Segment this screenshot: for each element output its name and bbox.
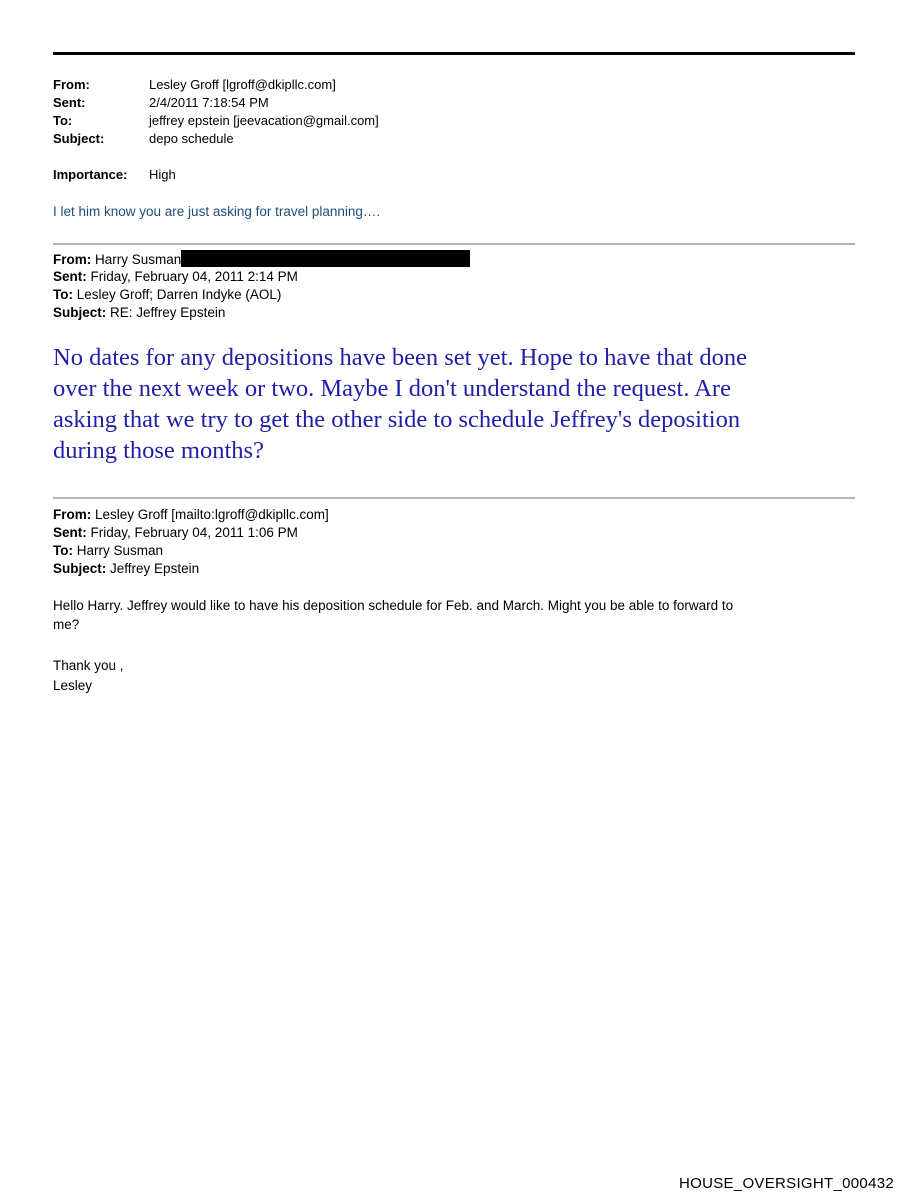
quoted1-sent-value: Friday, February 04, 2011 2:14 PM <box>90 269 298 284</box>
header-sent-row <box>53 94 269 112</box>
quoted2-signature: Lesley <box>53 678 93 693</box>
quoted2-subject-label: Subject: <box>53 561 107 576</box>
header-to-value: jeffrey epstein [jeevacation@gmail.com] <box>149 113 379 128</box>
quoted1-from-value: Harry Susman <box>95 252 182 267</box>
quoted1-sent-row <box>53 268 298 286</box>
quoted2-body-line-1: Hello Harry. Jeffrey would like to have his deposition schedule for Feb. and March. Might you be able to forward to <box>53 598 734 613</box>
quoted2-subject-value: Jeffrey Epstein <box>110 561 200 576</box>
quoted1-body-line: asking that we try to get the other side to schedule Jeffrey's deposition <box>53 406 741 433</box>
quoted1-sent-label: Sent: <box>53 269 87 284</box>
quoted1-subject-row <box>53 304 225 322</box>
top-rule <box>53 52 855 55</box>
quoted1-from-row <box>53 250 470 269</box>
header-subject-row <box>53 130 234 148</box>
header-sent-label: Sent: <box>53 95 86 110</box>
quoted1-to-value: Lesley Groff; Darren Indyke (AOL) <box>76 287 282 302</box>
separator-1 <box>53 243 855 245</box>
quoted2-to-value: Harry Susman <box>76 543 164 558</box>
quoted2-to-label: To: <box>53 543 73 558</box>
quoted2-subject-row <box>53 560 199 578</box>
quoted1-subject-label: Subject: <box>53 305 107 320</box>
header-to-label: To: <box>53 113 73 128</box>
quoted2-closing: Thank you , <box>53 658 124 673</box>
separator-2 <box>53 497 855 499</box>
quoted1-subject-value: RE: Jeffrey Epstein <box>110 305 226 320</box>
quoted2-sent-label: Sent: <box>53 525 87 540</box>
quoted1-body <box>53 342 853 466</box>
header-subject-label: Subject: <box>53 131 105 146</box>
reply-note: I let him know you are just asking for travel planning…. <box>53 204 381 219</box>
quoted1-body-line: during those months? <box>53 437 264 464</box>
quoted2-sent-row <box>53 524 298 542</box>
header-sent-value: 2/4/2011 7:18:54 PM <box>149 95 269 110</box>
header-from-value: Lesley Groff [lgroff@dkipllc.com] <box>149 77 336 92</box>
header-from-row <box>53 76 336 94</box>
quoted1-body-line: No dates for any depositions have been set yet. Hope to have that done <box>53 344 747 371</box>
header-from-label: From: <box>53 77 90 92</box>
quoted2-to-row <box>53 542 163 560</box>
quoted2-from-value: Lesley Groff [mailto:lgroff@dkipllc.com] <box>95 507 329 522</box>
quoted2-body-line-2: me? <box>53 617 80 632</box>
quoted1-body-line: over the next week or two. Maybe I don't understand the request. Are <box>53 375 731 402</box>
redaction-bar <box>181 250 470 267</box>
header-to-row <box>53 112 379 130</box>
header-importance-label: Importance: <box>53 167 128 182</box>
bates-number: HOUSE_OVERSIGHT_000432 <box>678 1175 894 1192</box>
quoted1-to-label: To: <box>53 287 73 302</box>
quoted2-from-row <box>53 506 329 524</box>
quoted2-from-label: From: <box>53 507 92 522</box>
quoted2-sent-value: Friday, February 04, 2011 1:06 PM <box>90 525 298 540</box>
header-subject-value: depo schedule <box>149 131 234 146</box>
header-importance-row <box>53 166 176 184</box>
quoted1-to-row <box>53 286 281 304</box>
quoted1-from-label: From: <box>53 252 92 267</box>
header-importance-value: High <box>149 167 176 182</box>
